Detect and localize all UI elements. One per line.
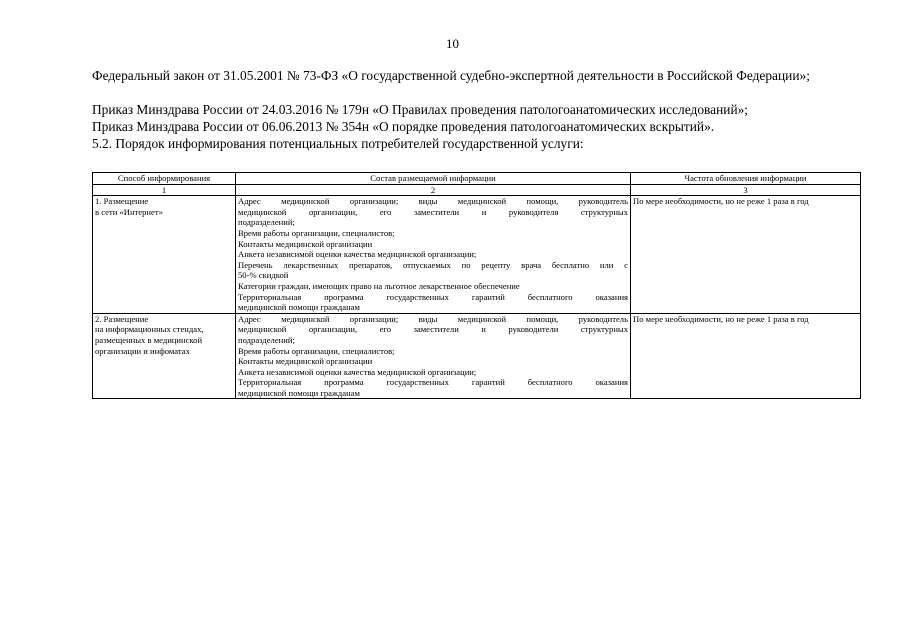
page-number: 10	[446, 36, 459, 51]
order-reference-354n: Приказ Минздрава России от 06.06.2013 № 354н «О порядке проведения патологоанатомических вскрытий».	[92, 119, 715, 134]
content-line: Территориальная программа государственных гарантий бесплатного оказания	[238, 377, 628, 388]
content-line: Время работы организации, специалистов;	[238, 345, 395, 356]
content-cell	[236, 313, 631, 399]
content-cell	[236, 196, 631, 314]
column-header-frequency: Частота обновления информации	[631, 173, 861, 185]
content-line: подразделений;	[238, 334, 295, 345]
content-line: Анкета независимой оценки качества медицинской организации;	[238, 249, 477, 260]
content-line: медицинской организации, его заместители и руководители структурных	[238, 324, 628, 335]
method-cell	[93, 196, 236, 314]
method-line: 2. Размещение	[95, 313, 149, 324]
method-line: организации и инфоматах	[95, 345, 190, 356]
order-reference-179n: Приказ Минздрава России от 24.03.2016 № 179н «О Правилах проведения патологоанатомических исследований»;	[92, 102, 749, 117]
frequency-cell: По мере необходимости, но не реже 1 раза в год	[631, 313, 861, 399]
column-number: 2	[236, 184, 631, 196]
column-header-method: Способ информирования	[93, 173, 236, 185]
content-line: Категории граждан, имеющих право на льготное лекарственное обеспечение	[238, 280, 520, 291]
content-line: 50-% скидкой	[238, 270, 289, 281]
content-line: Территориальная программа государственных гарантий бесплатного оказания	[238, 291, 628, 302]
column-number: 3	[631, 184, 861, 196]
table-row	[93, 313, 861, 399]
table-row	[93, 196, 861, 314]
column-header-content: Состав размещаемой информации	[236, 173, 631, 185]
table-header-row	[93, 173, 861, 185]
column-number: 1	[93, 184, 236, 196]
content-line: Перечень лекарственных препаратов, отпускаемых по рецепту врача бесплатно или с	[238, 259, 628, 270]
method-line: на информационных стендах,	[95, 324, 204, 335]
content-line: Адрес медицинской организации; виды медицинской помощи, руководитель	[238, 313, 628, 324]
content-line: Анкета независимой оценки качества медицинской организации;	[238, 366, 477, 377]
federal-law-reference: Федеральный закон от 31.05.2001 № 73-ФЗ «О государственной судебно-экспертной деятельности в Российской Федерации»;	[92, 68, 810, 83]
frequency-cell: По мере необходимости, но не реже 1 раза в год	[631, 196, 861, 314]
content-line: Контакты медицинской организации	[238, 238, 373, 249]
method-line: размещенных в медицинской	[95, 334, 203, 345]
content-line: медицинской помощи гражданам	[238, 387, 360, 398]
column-number-row	[93, 184, 861, 196]
method-line: 1. Размещение	[95, 196, 149, 207]
content-line: подразделений;	[238, 217, 295, 228]
method-cell	[93, 313, 236, 399]
method-line: в сети «Интернет»	[95, 206, 163, 217]
section-heading: 5.2. Порядок информирования потенциальных потребителей государственной услуги:	[92, 136, 584, 151]
content-line: медицинской помощи гражданам	[238, 302, 360, 313]
content-line: Время работы организации, специалистов;	[238, 227, 395, 238]
content-line: Адрес медицинской организации; виды медицинской помощи, руководитель	[238, 196, 628, 207]
content-line: Контакты медицинской организации	[238, 356, 373, 367]
content-line: медицинской организации, его заместители и руководителя структурных	[238, 206, 628, 217]
information-table	[92, 172, 861, 399]
